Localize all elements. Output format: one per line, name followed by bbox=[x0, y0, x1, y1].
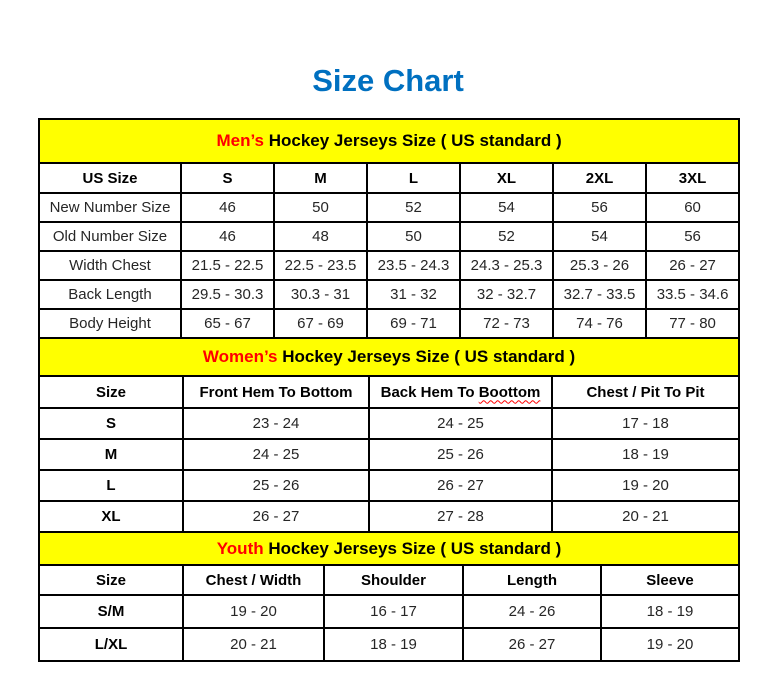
value-cell: 50 bbox=[367, 222, 460, 251]
row-label: XL bbox=[39, 501, 183, 532]
page-title: Size Chart bbox=[312, 63, 464, 98]
row-label: New Number Size bbox=[39, 193, 181, 222]
youth-col-chest-width: Chest / Width bbox=[183, 565, 324, 595]
value-cell: 56 bbox=[646, 222, 739, 251]
youth-col-sleeve: Sleeve bbox=[601, 565, 739, 595]
value-cell: 26 - 27 bbox=[183, 501, 369, 532]
youth-col-size: Size bbox=[39, 565, 183, 595]
mens-col-3xl: 3XL bbox=[646, 163, 739, 193]
table-row bbox=[39, 222, 739, 251]
value-cell: 67 - 69 bbox=[274, 309, 367, 338]
row-label: M bbox=[39, 439, 183, 470]
value-cell: 26 - 27 bbox=[646, 251, 739, 280]
size-chart-tables bbox=[38, 118, 738, 662]
mens-col-2xl: 2XL bbox=[553, 163, 646, 193]
table-row bbox=[39, 408, 739, 439]
row-label: Back Length bbox=[39, 280, 181, 309]
value-cell: 56 bbox=[553, 193, 646, 222]
womens-table-banner bbox=[39, 338, 739, 376]
row-label: S/M bbox=[39, 595, 183, 628]
value-cell: 19 - 20 bbox=[601, 628, 739, 661]
table-row bbox=[39, 251, 739, 280]
row-label: Body Height bbox=[39, 309, 181, 338]
table-row bbox=[39, 628, 739, 661]
value-cell: 16 - 17 bbox=[324, 595, 463, 628]
mens-size-table bbox=[38, 118, 740, 339]
value-cell: 48 bbox=[274, 222, 367, 251]
youth-banner-text: Hockey Jerseys Size ( US standard ) bbox=[263, 538, 562, 558]
value-cell: 22.5 - 23.5 bbox=[274, 251, 367, 280]
youth-col-length: Length bbox=[463, 565, 601, 595]
table-row bbox=[39, 280, 739, 309]
youth-banner-highlight: Youth bbox=[216, 538, 264, 558]
value-cell: 23 - 24 bbox=[183, 408, 369, 439]
value-cell: 23.5 - 24.3 bbox=[367, 251, 460, 280]
value-cell: 18 - 19 bbox=[601, 595, 739, 628]
value-cell: 77 - 80 bbox=[646, 309, 739, 338]
table-row bbox=[39, 309, 739, 338]
value-cell: 20 - 21 bbox=[552, 501, 739, 532]
womens-col-back-hem bbox=[369, 376, 552, 408]
womens-banner-text: Hockey Jerseys Size ( US standard ) bbox=[277, 347, 576, 367]
value-cell: 65 - 67 bbox=[181, 309, 274, 338]
youth-table-banner bbox=[39, 532, 739, 565]
value-cell: 33.5 - 34.6 bbox=[646, 280, 739, 309]
value-cell: 60 bbox=[646, 193, 739, 222]
youth-size-table bbox=[38, 531, 740, 662]
mens-col-s: S bbox=[181, 163, 274, 193]
youth-banner-row bbox=[39, 532, 739, 565]
mens-col-m: M bbox=[274, 163, 367, 193]
value-cell: 25 - 26 bbox=[369, 439, 552, 470]
back-hem-misspelled-word: Boottom bbox=[478, 383, 541, 401]
womens-header-row bbox=[39, 376, 739, 408]
value-cell: 29.5 - 30.3 bbox=[181, 280, 274, 309]
value-cell: 54 bbox=[553, 222, 646, 251]
womens-banner-row bbox=[39, 338, 739, 376]
value-cell: 26 - 27 bbox=[463, 628, 601, 661]
row-label: S bbox=[39, 408, 183, 439]
value-cell: 46 bbox=[181, 222, 274, 251]
value-cell: 52 bbox=[367, 193, 460, 222]
value-cell: 46 bbox=[181, 193, 274, 222]
youth-col-shoulder: Shoulder bbox=[324, 565, 463, 595]
value-cell: 17 - 18 bbox=[552, 408, 739, 439]
womens-col-front-hem: Front Hem To Bottom bbox=[183, 376, 369, 408]
value-cell: 31 - 32 bbox=[367, 280, 460, 309]
value-cell: 20 - 21 bbox=[183, 628, 324, 661]
mens-col-l: L bbox=[367, 163, 460, 193]
value-cell: 19 - 20 bbox=[552, 470, 739, 501]
value-cell: 19 - 20 bbox=[183, 595, 324, 628]
value-cell: 18 - 19 bbox=[324, 628, 463, 661]
mens-banner-highlight: Men’s bbox=[216, 131, 264, 151]
value-cell: 18 - 19 bbox=[552, 439, 739, 470]
womens-banner-highlight: Women’s bbox=[202, 347, 278, 367]
value-cell: 21.5 - 22.5 bbox=[181, 251, 274, 280]
row-label: Width Chest bbox=[39, 251, 181, 280]
table-row bbox=[39, 470, 739, 501]
table-row bbox=[39, 501, 739, 532]
value-cell: 27 - 28 bbox=[369, 501, 552, 532]
value-cell: 24 - 26 bbox=[463, 595, 601, 628]
mens-banner-text: Hockey Jerseys Size ( US standard ) bbox=[264, 131, 562, 151]
value-cell: 69 - 71 bbox=[367, 309, 460, 338]
value-cell: 25.3 - 26 bbox=[553, 251, 646, 280]
value-cell: 52 bbox=[460, 222, 553, 251]
table-row bbox=[39, 439, 739, 470]
value-cell: 24 - 25 bbox=[183, 439, 369, 470]
value-cell: 32 - 32.7 bbox=[460, 280, 553, 309]
value-cell: 24.3 - 25.3 bbox=[460, 251, 553, 280]
value-cell: 24 - 25 bbox=[369, 408, 552, 439]
back-hem-prefix: Back Hem To bbox=[380, 383, 479, 401]
mens-header-row bbox=[39, 163, 739, 193]
womens-col-size: Size bbox=[39, 376, 183, 408]
value-cell: 25 - 26 bbox=[183, 470, 369, 501]
mens-col-xl: XL bbox=[460, 163, 553, 193]
value-cell: 50 bbox=[274, 193, 367, 222]
row-label: L/XL bbox=[39, 628, 183, 661]
row-label: L bbox=[39, 470, 183, 501]
mens-banner-row bbox=[39, 119, 739, 163]
youth-header-row bbox=[39, 565, 739, 595]
mens-col-us-size: US Size bbox=[39, 163, 181, 193]
womens-size-table bbox=[38, 337, 740, 533]
value-cell: 72 - 73 bbox=[460, 309, 553, 338]
womens-col-chest: Chest / Pit To Pit bbox=[552, 376, 739, 408]
mens-table-banner bbox=[39, 119, 739, 163]
value-cell: 32.7 - 33.5 bbox=[553, 280, 646, 309]
row-label: Old Number Size bbox=[39, 222, 181, 251]
table-row bbox=[39, 193, 739, 222]
value-cell: 74 - 76 bbox=[553, 309, 646, 338]
table-row bbox=[39, 595, 739, 628]
value-cell: 26 - 27 bbox=[369, 470, 552, 501]
value-cell: 30.3 - 31 bbox=[274, 280, 367, 309]
value-cell: 54 bbox=[460, 193, 553, 222]
